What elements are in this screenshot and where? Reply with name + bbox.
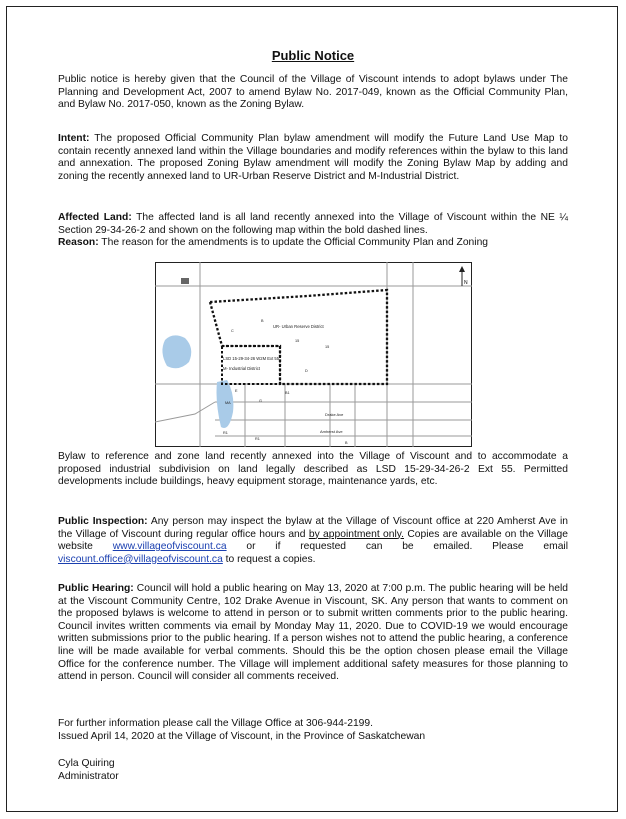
website-link[interactable]: www.villageofviscount.ca: [112, 541, 227, 553]
intent-text: The proposed Official Community Plan bylaw amendment will modify the Future Land Use Map to contain recently annexed land within the Village boundaries and modify references within the bylaw to this land and annexation. The proposed Zoning Bylaw amendment will modify the Zoning Bylaw Map by adding and zoning the recently annexed land to UR-Urban Reserve District and M-Industrial District.: [58, 133, 568, 182]
signature-role: Administrator: [58, 770, 119, 782]
email-link[interactable]: viscount.office@villageofviscount.ca: [58, 553, 223, 565]
map-lot-label: E: [235, 389, 238, 393]
annexation-map: [155, 262, 472, 447]
hearing-paragraph: [58, 583, 568, 684]
north-label: N: [464, 280, 468, 286]
lsd-label: LSD 15-29-34-26 W2M Ext 55: [223, 356, 280, 361]
reason-label: Reason:: [58, 237, 99, 249]
map-lot-label: C: [231, 329, 234, 333]
inspection-paragraph: [58, 516, 568, 566]
inspection-section: [58, 516, 568, 566]
affected-label: Affected Land:: [58, 212, 132, 223]
map-lot-label: B: [261, 319, 264, 323]
hearing-section: [58, 583, 568, 684]
appointment-note: by appointment only.: [308, 528, 405, 540]
signature-name: Cyla Quiring: [58, 758, 115, 769]
reason-continued-section: [58, 451, 568, 489]
affected-section: [58, 212, 568, 250]
intro-paragraph: Public notice is hereby given that the Council of the Village of Viscount intends to adopt bylaws under The Planning and Development Act, 2007 to amend Bylaw No. 2017-049, known as the Official Community Plan, and Bylaw No. 2017-050, known as the Zoning Bylaw.: [58, 74, 568, 111]
map-lot-label: 15: [295, 339, 300, 343]
map-lot-label: B1: [285, 391, 290, 395]
footer-section: [58, 718, 568, 743]
hearing-label: Public Hearing:: [58, 583, 134, 594]
inspection-text-4: to request a copies.: [222, 553, 316, 565]
map-lot-label: D: [305, 369, 308, 373]
zone-ur-label: UR- Urban Reserve District: [273, 324, 324, 329]
pond-west: [162, 335, 191, 368]
affected-text: The affected land is all land recently annexed into the Village of Viscount within the NE ¼ Section 29-34-26-2 and shown on the following map within the bold dashed lines.: [58, 212, 568, 236]
inspection-text-3: or if requested can be emailed. Please email: [226, 541, 568, 553]
intro-section: [58, 74, 568, 112]
intent-section: [58, 133, 568, 183]
inspection-text-1: Any person may inspect the bylaw at the Village of Viscount office at 220 Amherst Ave in the Village of Viscount during regular office hours and: [58, 516, 568, 540]
map-lot-label: R1: [223, 431, 228, 435]
map-lot-label: R1: [255, 437, 260, 441]
inspection-text-2: Copies are available on the Village website: [58, 528, 568, 553]
map-street-label: Amherst Ave: [320, 429, 343, 434]
map-lot-label: 15: [325, 345, 330, 349]
map-lot-label: MA: [225, 401, 231, 405]
map-lot-label: G: [259, 399, 262, 403]
footer-info: For further information please call the Village Office at 306-944-2199.: [58, 718, 374, 729]
affected-paragraph: [58, 212, 568, 237]
map-lot-label: B: [345, 441, 348, 445]
map-street-label: Drake Ave: [325, 412, 344, 417]
footer-issued: Issued April 14, 2020 at the Village of Viscount, in the Province of Saskatchewan: [58, 730, 426, 742]
reason-paragraph-continued: Bylaw to reference and zone land recently annexed into the Village of Viscount and to accommodate a proposed industrial subdivision on land legally described as LSD 15-29-34-26-2 Ext 55. Permitted developments include buildings, heavy equipment storage, maintenance yards, etc.: [58, 451, 568, 488]
reason-paragraph: [58, 237, 568, 250]
inspection-label: Public Inspection:: [58, 516, 148, 527]
building-icon: [181, 278, 189, 284]
hearing-text: Council will hold a public hearing on May 13, 2020 at 7:00 p.m. The public hearing will be held at the Viscount Community Centre, 102 Drake Avenue in Viscount, SK. Any person that wants to comment on the proposed bylaws is welcome to attend in person or to submit written comments prior to the public hearing. Council invites written comments via email by Monday May 11, 2020. Due to COVID-19 we would encourage written submissions prior to the public hearing. If a person wishes not to attend the public hearing, a conference line will be made available for verbal comments. Should this be the option chosen please email the Village Office for the conference number. The Village will implement additional safety measures for those planning to attend in person. Council will consider all comments received.: [58, 583, 568, 683]
signature-block: [58, 758, 568, 783]
intent-label: Intent:: [58, 133, 90, 144]
intent-paragraph: [58, 133, 568, 183]
page-title: Public Notice: [271, 48, 355, 63]
zone-m-label: M- Industrial District: [223, 366, 260, 371]
reason-text-before-map: The reason for the amendments is to update the Official Community Plan and Zoning: [98, 237, 489, 249]
